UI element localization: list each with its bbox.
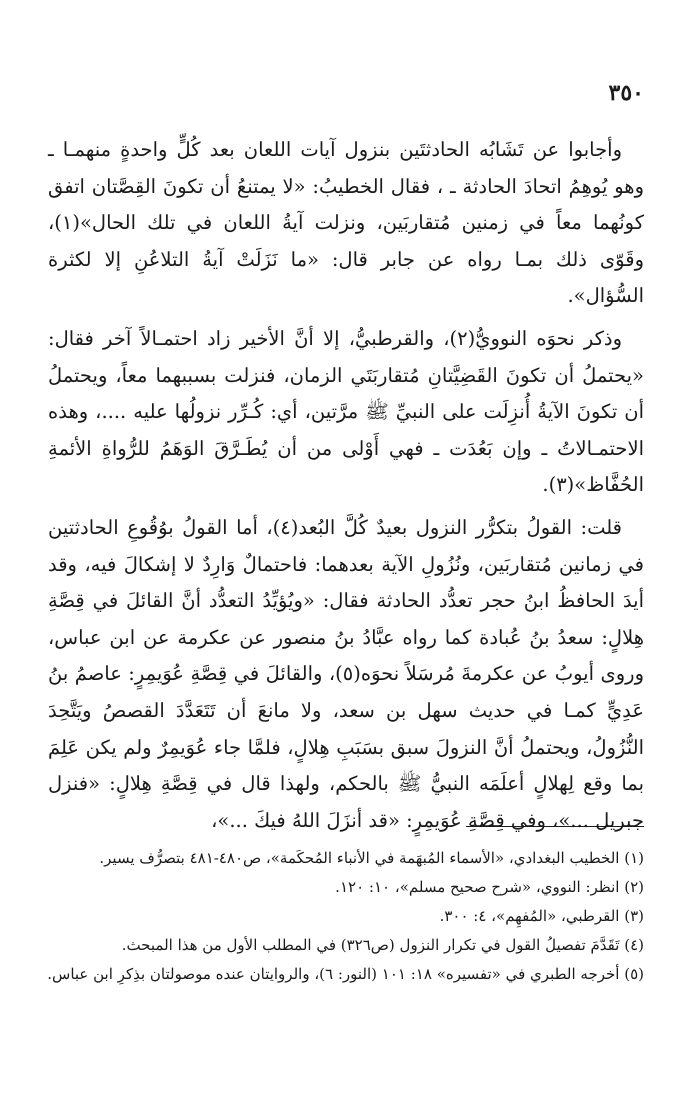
paragraph: قلت: القولُ بتكرُّر النزول بعيدٌ كُلَّ البُعد(٤)، أما القولُ بوُقُوعِ الحادثتين في زمانين مُتقاربَين، ونُزُولِ الآية بعدهما: فاحتمالٌ وَارِدٌ لا إشكالَ فيه، وقد أيدَ الحافظُ ابنُ حجر تعدُّد الحادثة فقال: «ويُؤيِّدُ التعدُّد أنَّ القائلَ في قِصَّةِ هِلالٍ: سعدُ بنُ عُبادة كما رواه عبَّادُ بنُ منصور عن عكرمة عن ابن عباس، وروى أيوبُ عن عكرمةَ مُرسَلاً نحوَه(٥)، والقائلَ في قِصَّةِ عُوَيمِرٍ: عاصمُ بنُ عَدِيٍّ كمـا في حديث سهل بن سعد، ولا مانعَ أن تَتَعَدَّدَ القصصُ ويَتَّحِدَ النُّزُولُ، ويحتملُ أنَّ النزولَ سبق بسَبَبِ هِلالٍ، فلمَّا جاء عُوَيمِرٌ ولم يكن عَلِمَ بما وقع لِهلالٍ أعلَمَه النبيُّ ﷺ بالحكم، ولهذا قال في قِصَّةِ هِلالٍ: «فنزل جبريل ...»، وفي قِصَّةِ عُوَيمِرٍ: «قد أنزَلَ اللهُ فيكَ ...»، [48,515,644,832]
footnote: (٤) تَقَدَّمَ تفصيلُ القول في تكرار النزول (ص٣٢٦) في المطلب الأول من هذا المبحث. [121,936,644,954]
footnote: (٣) القرطبي، «المُفهِم»، ٤: ٣٠٠. [439,907,644,925]
paragraph: وأجابوا عن تَشَابُه الحادثتَين بنزول آيات اللعان بعد كُلٍّ واحدةٍ منهمـا ـ وهو يُوهِمُ اتحادَ الحادثة ـ ، فقال الخطيبُ: «لا يمتنعُ أن تكونَ القِصَّتان اتفق كونُهما معاً في زمنين مُتقاربَين، ونزلت آيةُ اللعان في تلك الحال»(١)، وقَوّى ذلك بمـا رواه عن جابر قال: «ما نَزَلَتْ آيةُ التلاعُنِ إلا لكثرة السُّؤال». [48,138,644,308]
footnote: (٢) انظر: النووي، «شرح صحيح مسلم»، ١٠: ١٢٠. [335,878,644,896]
paragraph: وذكر نحوَه النوويُّ(٢)، والقرطبيُّ، إلا أنَّ الأخير زاد احتمـالاً آخر فقال: «يحتملُ أن تكونَ القَضِيَّتانِ مُتقاربَتَي الزمان، فنزلت بسببهما معاً، ويحتملُ أن تكونَ الآيةُ أُنزِلَت على النبيِّ ﷺ مرَّتين، أي: كُـرِّر نزولُها عليه ....، وهذه الاحتمـالاتُ ـ وإن بَعُدَت ـ فهي أَوْلى من أن يُطَـرَّقَ الوَهَمُ للرُّواةِ الأئمةِ الحُفَّاظ»(٣). [48,326,644,497]
footnote-separator [466,826,644,827]
footnote: (٥) أخرجه الطبري في «تفسيره» ١٨: ١٠١ (النور: ٦)، والروايتان عنده موصولتان بذِكرِ ابن عباس. [47,965,644,983]
footnotes [34,844,644,989]
main-text [48,132,644,839]
page-number: ٣٥٠ [608,80,644,106]
footnote: (١) الخطيب البغدادي، «الأسماء المُبهَمة في الأنباء المُحكَمة»، ص٤٨٠-٤٨١ بتصرُّف يسير. [99,849,644,867]
